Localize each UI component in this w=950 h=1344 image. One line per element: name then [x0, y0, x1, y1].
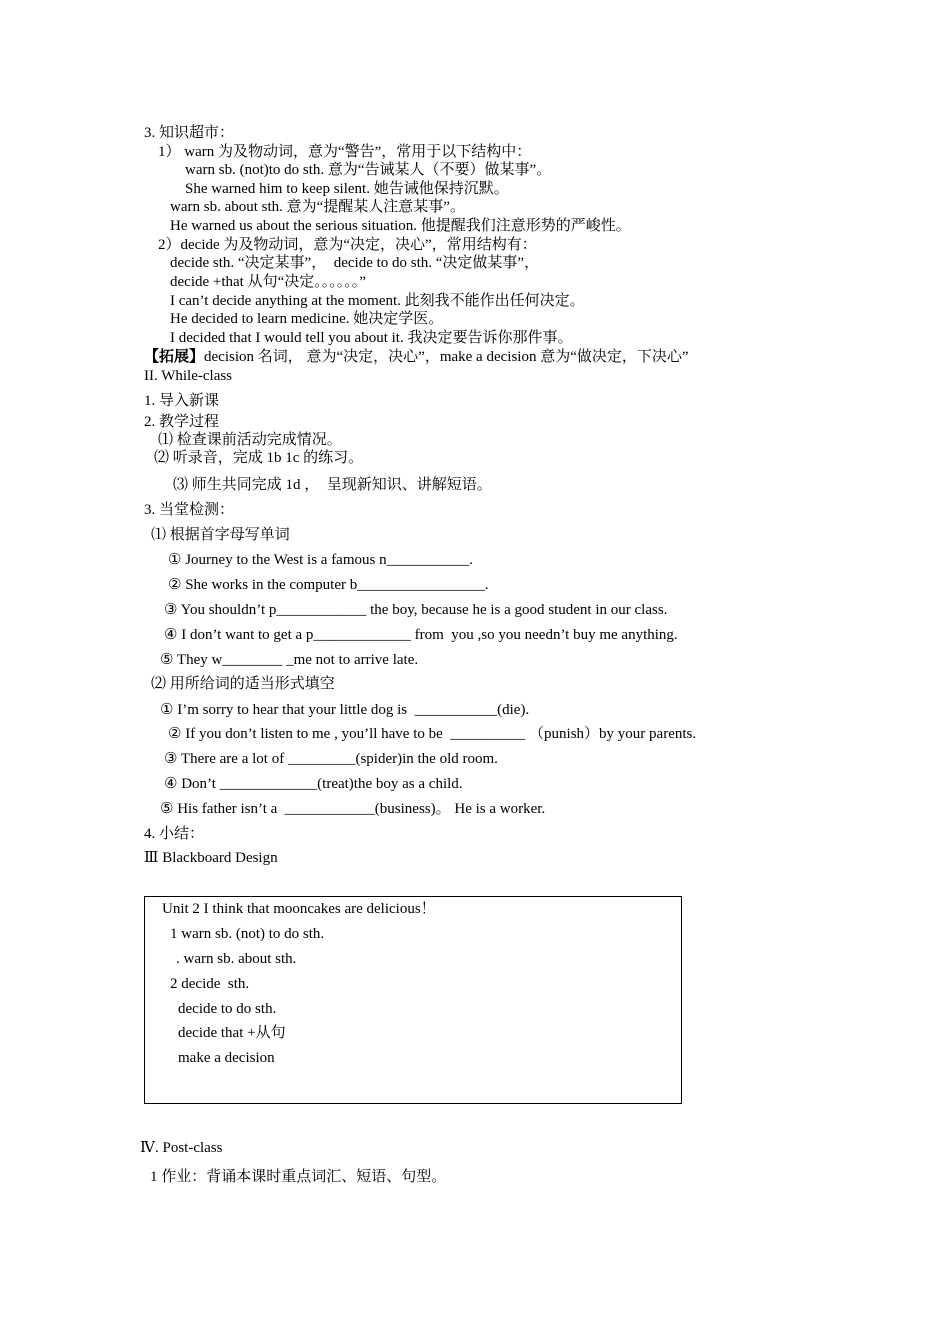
- blackboard-line-5: decide that +从句: [178, 1025, 286, 1041]
- post-class-heading: Ⅳ. Post-class: [140, 1140, 223, 1156]
- blackboard-heading: Ⅲ Blackboard Design: [144, 850, 278, 866]
- blackboard-line-1: 1 warn sb. (not) to do sth.: [170, 926, 325, 942]
- process-step-1: ⑴ 检查课前活动完成情况。: [158, 432, 342, 448]
- blackboard-line-2: . warn sb. about sth.: [176, 951, 297, 967]
- exercise-question-1: ① Journey to the West is a famous n___________.: [168, 552, 473, 568]
- process-step-3: ⑶ 师生共同完成 1d ， 呈现新知识、讲解短语。: [173, 477, 492, 493]
- exercise-part-1-title: ⑴ 根据首字母写单词: [151, 527, 290, 543]
- exercise-question-3: ③ You shouldn’t p____________ the boy, because he is a good student in our class.: [164, 602, 668, 618]
- blackboard-title: Unit 2 I think that mooncakes are delicious！: [162, 901, 436, 917]
- fill-question-4: ④ Don’t _____________(treat)the boy as a child.: [164, 776, 463, 792]
- fill-question-3: ③ There are a lot of _________(spider)in the old room.: [164, 751, 498, 767]
- process-step-2: ⑵ 听录音，完成 1b 1c 的练习。: [154, 450, 364, 466]
- extend-label: 【拓展】: [144, 349, 205, 365]
- while-item-2: 2. 教学过程: [144, 414, 220, 430]
- warn-example-2: He warned us about the serious situation. 他提醒我们注意形势的严峻性。: [170, 218, 631, 234]
- extend-text: decision 名词， 意为“决定，决心”，make a decision 意为“做决定，下决心”: [204, 349, 689, 365]
- exercise-question-5: ⑤ They w________ _me not to arrive late.: [160, 652, 419, 668]
- decide-example-3: I decided that I would tell you about it. 我决定要告诉你那件事。: [170, 330, 573, 346]
- blackboard-line-4: decide to do sth.: [178, 1001, 277, 1017]
- decide-title: 2）decide 为及物动词，意为“决定，决心”，常用结构有：: [158, 237, 537, 253]
- decide-structure-2: decide +that 从句“决定。。。。。。”: [170, 274, 366, 290]
- decide-example-1: I can’t decide anything at the moment. 此刻我不能作出任何决定。: [170, 293, 585, 309]
- while-item-1: 1. 导入新课: [144, 393, 220, 409]
- exercise-question-2: ② She works in the computer b_________________.: [168, 577, 489, 593]
- warn-structure-2: warn sb. about sth. 意为“提醒某人注意某事”。: [170, 199, 465, 215]
- blackboard-line-3: 2 decide sth.: [170, 976, 250, 992]
- decide-structure-1: decide sth. “决定某事”， decide to do sth. “决定做某事”，: [170, 255, 540, 271]
- fill-question-2: ② If you don’t listen to me , you’ll have to be __________ （punish）by your parents.: [168, 726, 697, 742]
- warn-example-1: She warned him to keep silent. 她告诫他保持沉默。: [185, 181, 509, 197]
- homework-line: 1 作业：背诵本课时重点词汇、短语、句型。: [150, 1169, 447, 1185]
- while-class-heading: II. While-class: [144, 368, 233, 384]
- blackboard-line-6: make a decision: [178, 1050, 275, 1066]
- while-item-3: 3. 当堂检测：: [144, 502, 235, 518]
- exercise-question-4: ④ I don’t want to get a p_____________ from you ,so you needn’t buy me anything.: [164, 627, 678, 643]
- warn-title: 1） warn 为及物动词，意为“警告”，常用于以下结构中：: [158, 144, 532, 160]
- decide-example-2: He decided to learn medicine. 她决定学医。: [170, 311, 444, 327]
- while-item-4: 4. 小结：: [144, 826, 205, 842]
- section3-heading: 3. 知识超市：: [144, 125, 235, 141]
- extend-line: [144, 348, 689, 366]
- exercise-part-2-title: ⑵ 用所给词的适当形式填空: [151, 676, 335, 692]
- fill-question-5: ⑤ His father isn’t a ____________(business)。 He is a worker.: [160, 801, 546, 817]
- warn-structure-1: warn sb. (not)to do sth. 意为“告诫某人（不要）做某事”。: [185, 162, 552, 178]
- fill-question-1: ① I’m sorry to hear that your little dog is ___________(die).: [160, 702, 530, 718]
